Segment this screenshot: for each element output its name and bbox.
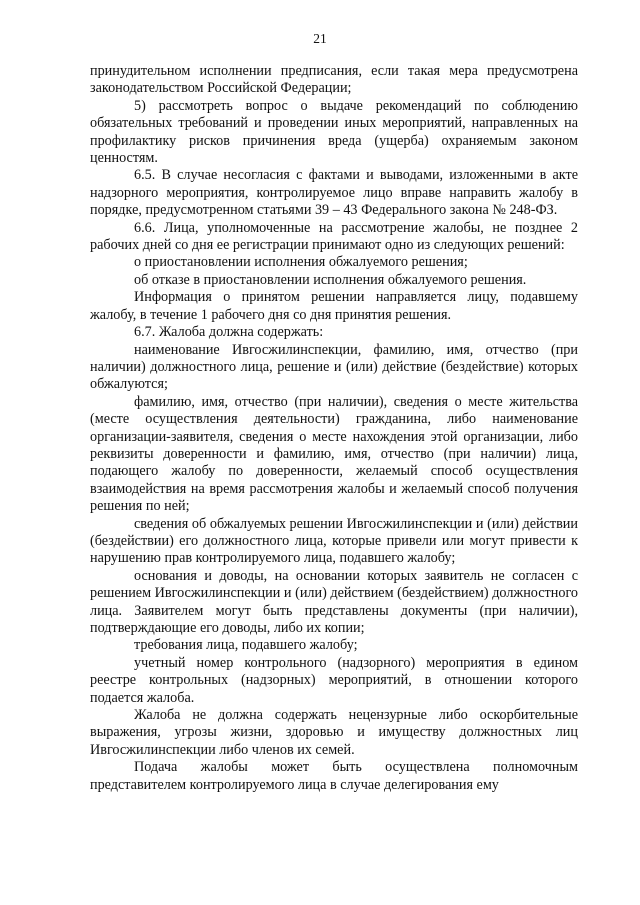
paragraph: Информация о принятом решении направляется лицу, подавшему жалобу, в течение 1 рабочего дня со дня принятия решения. (90, 289, 578, 323)
paragraph: 5) рассмотреть вопрос о выдаче рекомендаций по соблюдению обязательных требований и проведении иных мероприятий, направленных на профилактику рисков причинения вреда (ущерба) охраняемым законом ценностям. (90, 97, 578, 167)
paragraph: 6.6. Лица, уполномоченные на рассмотрение жалобы, не позднее 2 рабочих дней со дня ее регистрации принимают одно из следующих решений: (90, 219, 578, 254)
document-body (90, 63, 578, 794)
page-number: 21 (313, 31, 327, 46)
paragraph: 6.7. Жалоба должна содержать: (134, 324, 324, 341)
paragraph: основания и доводы, на основании которых заявитель не согласен с решением Ивгосжилинспекции и (или) действием (бездействием) должностного лица. Заявителем могут быть представлены документы (при наличии), подтверждающие его доводы, либо их копии; (90, 567, 578, 636)
paragraph: фамилию, имя, отчество (при наличии), сведения о месте жительства (месте осуществления деятельности) гражданина, либо наименование организации-заявителя, сведения о месте нахождения этой организации, либо реквизиты доверенности и фамилию, имя, отчество (при наличии) лица, подающего жалобу по доверенности, желаемый способ осуществления взаимодействия на время рассмотрения жалобы и желаемый способ получения решения по ней; (90, 393, 578, 515)
paragraph: принудительном исполнении предписания, если такая мера предусмотрена законодательством Российской Федерации; (90, 63, 578, 97)
paragraph: требования лица, подавшего жалобу; (134, 637, 358, 654)
paragraph: о приостановлении исполнения обжалуемого решения; (134, 254, 468, 271)
paragraph: учетный номер контрольного (надзорного) мероприятия в едином реестре контрольных (надзорных) мероприятий, в отношении которого подается жалоба. (90, 654, 578, 706)
paragraph: Подача жалобы может быть осуществлена полномочным представителем контролируемого лица в случае делегирования ему (90, 759, 578, 793)
paragraph: сведения об обжалуемых решении Ивгосжилинспекции и (или) действии (бездействии) его должностного лица, которые привели или могут привести к нарушению прав контролируемого лица, подавшего жалобу; (90, 515, 578, 567)
paragraph: Жалоба не должна содержать нецензурные либо оскорбительные выражения, угрозы жизни, здоровью и имуществу должностных лиц Ивгосжилинспекции либо членов их семей. (90, 707, 578, 758)
paragraph: наименование Ивгосжилинспекции, фамилию, имя, отчество (при наличии) должностного лица, решение и (или) действие (бездействие) которых обжалуются; (90, 341, 578, 393)
paragraph: об отказе в приостановлении исполнения обжалуемого решения. (134, 271, 527, 288)
paragraph: 6.5. В случае несогласия с фактами и выводами, изложенными в акте надзорного мероприятия, контролируемое лицо вправе направить жалобу в порядке, предусмотренном статьями 39 – 43 Федерального закона № 248-ФЗ. (90, 167, 578, 219)
